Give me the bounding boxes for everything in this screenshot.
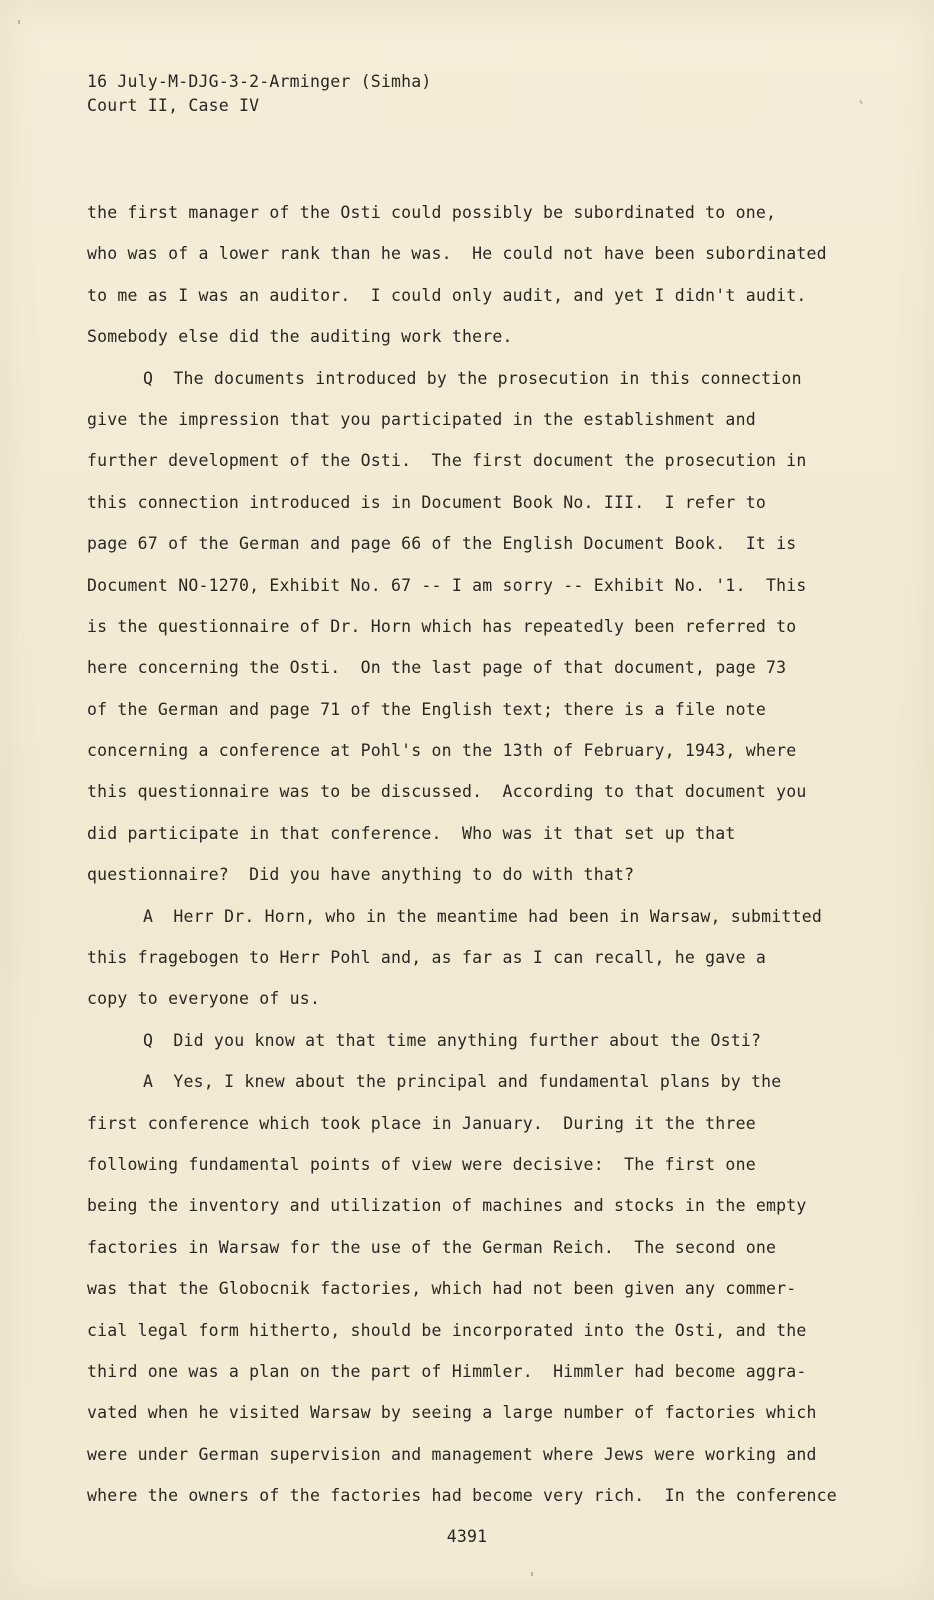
transcript-line: to me as I was an auditor. I could only audit, and yet I didn't audit. xyxy=(87,285,807,305)
question-line: Q The documents introduced by the prosecution in this connection xyxy=(143,368,802,388)
transcript-line: give the impression that you participated in the establishment and xyxy=(87,409,756,429)
transcript-line: this fragebogen to Herr Pohl and, as far as I can recall, he gave a xyxy=(87,948,766,968)
transcript-line: where the owners of the factories had become very rich. In the conference xyxy=(87,1486,837,1506)
paper-speck xyxy=(859,100,863,104)
transcript-line: the first manager of the Osti could possibly be subordinated to one, xyxy=(87,203,777,222)
transcript-body xyxy=(87,192,867,1517)
transcript-line: cial legal form hitherto, should be incorporated into the Osti, and the xyxy=(87,1320,807,1340)
document-header xyxy=(87,70,432,118)
transcript-line: following fundamental points of view were decisive: The first one xyxy=(87,1154,756,1174)
transcript-line: did participate in that conference. Who was it that set up that xyxy=(87,823,736,843)
transcript-line: further development of the Osti. The first document the prosecution in xyxy=(87,451,807,471)
question-line: Q Did you know at that time anything further about the Osti? xyxy=(143,1030,762,1050)
transcript-line: this connection introduced is in Document Book No. III. I refer to xyxy=(87,492,766,512)
page-number: 4391 xyxy=(446,1527,488,1546)
transcript-line: being the inventory and utilization of machines and stocks in the empty xyxy=(87,1196,807,1216)
transcript-line: third one was a plan on the part of Himmler. Himmler had become aggra- xyxy=(87,1361,807,1381)
transcript-line: this questionnaire was to be discussed. According to that document you xyxy=(87,782,807,802)
transcript-line: page 67 of the German and page 66 of the English Document Book. It is xyxy=(87,534,797,554)
transcript-line: copy to everyone of us. xyxy=(87,989,321,1009)
transcript-line: vated when he visited Warsaw by seeing a large number of factories which xyxy=(87,1403,817,1423)
transcript-line: concerning a conference at Pohl's on the 13th of February, 1943, where xyxy=(87,741,797,761)
transcript-line: Somebody else did the auditing work there. xyxy=(87,327,513,347)
answer-line: A Herr Dr. Horn, who in the meantime had been in Warsaw, submitted xyxy=(143,906,822,926)
paper-speck xyxy=(18,20,20,24)
transcript-line: were under German supervision and management where Jews were working and xyxy=(87,1444,817,1464)
transcript-line: here concerning the Osti. On the last page of that document, page 73 xyxy=(87,658,787,678)
transcript-line: of the German and page 71 of the English text; there is a file note xyxy=(87,699,766,719)
answer-line: A Yes, I knew about the principal and fundamental plans by the xyxy=(143,1072,782,1092)
transcript-line: first conference which took place in January. During it the three xyxy=(87,1113,756,1133)
transcript-line: Document NO-1270, Exhibit No. 67 -- I am sorry -- Exhibit No. '1. This xyxy=(87,575,807,595)
transcript-line: who was of a lower rank than he was. He could not have been subordinated xyxy=(87,244,827,264)
transcript-line: is the questionnaire of Dr. Horn which has repeatedly been referred to xyxy=(87,616,797,636)
transcript-line: questionnaire? Did you have anything to do with that? xyxy=(87,865,635,885)
header-court-case: Court II, Case IV xyxy=(87,96,260,115)
header-reference: 16 July-M-DJG-3-2-Arminger (Simha) xyxy=(87,72,432,91)
transcript-line: was that the Globocnik factories, which had not been given any commer- xyxy=(87,1279,797,1299)
paper-speck xyxy=(531,1572,533,1576)
transcript-line: factories in Warsaw for the use of the German Reich. The second one xyxy=(87,1237,777,1257)
